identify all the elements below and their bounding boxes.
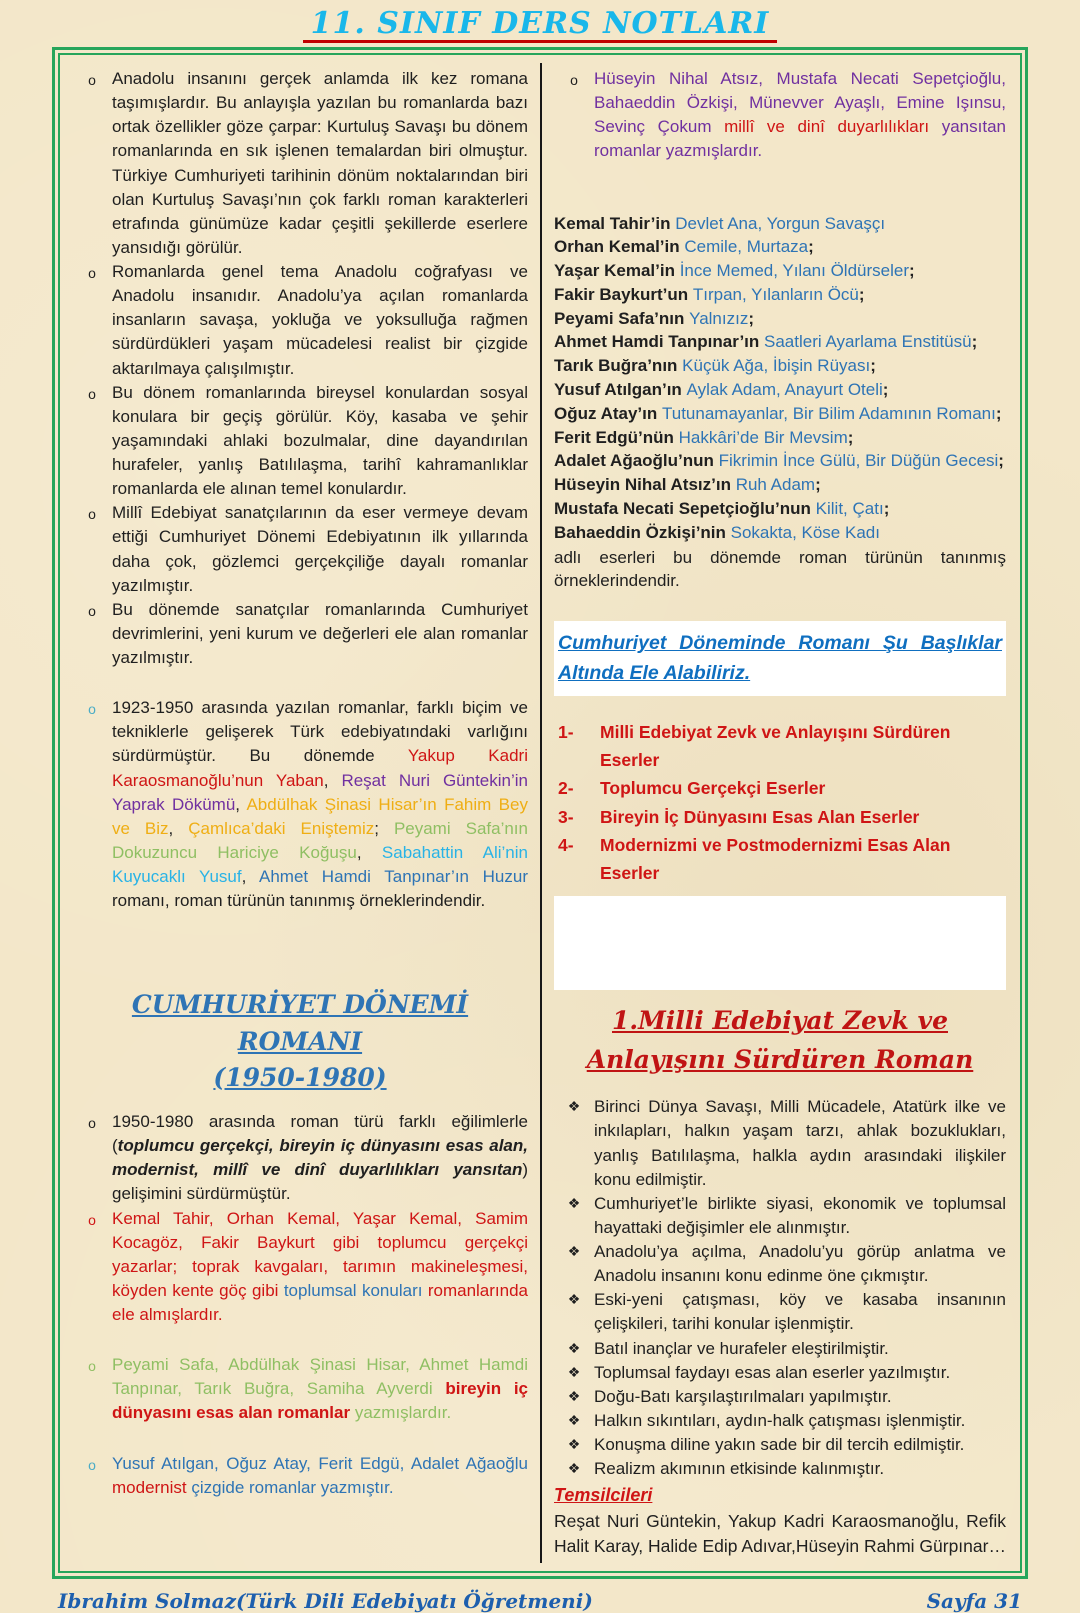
page-title: 11. SINIF DERS NOTLARI <box>303 7 778 43</box>
text-segment: Kemal Tahir, Orhan Kemal, Yaşar Kemal, Samim Kocagöz, Fakir Baykurt gibi toplumcu gerçekçi yazarlar; toprak kavgaları, tarımın makineleşmesi, köyden kente göç gibi <box>112 1208 528 1300</box>
text-segment: Saatleri Ayarlama Enstitüsü <box>764 332 972 352</box>
text-segment: Kemal Tahir’in <box>554 213 676 233</box>
bullet-item <box>72 1452 528 1500</box>
text-segment: ; <box>883 499 890 519</box>
item-number: 3- <box>558 806 574 827</box>
text-segment: Ruh Adam <box>735 475 816 495</box>
bullet-text <box>112 1353 528 1425</box>
text-segment: Sabahattin Ali’nin Kuyucaklı Yusuf <box>112 842 528 886</box>
page-footer <box>58 1589 1022 1613</box>
item-text: Toplumcu Gerçekçi Eserler <box>600 778 826 799</box>
text-segment: Hüseyin Nihal Atsız’ın <box>554 475 736 495</box>
numbered-headings-list <box>554 718 1006 888</box>
diamond-bullet-icon: ❖ <box>567 1194 581 1211</box>
text-segment: Tarık Buğra’nın <box>554 356 683 376</box>
text-segment: Yusuf Atılgan’ın <box>554 380 687 400</box>
text-segment: Çamlıca’daki Eniştemiz <box>188 818 375 838</box>
text-segment: Reşat Nuri Güntekin’in Yaprak Dökümü <box>112 770 528 814</box>
bullet-item <box>72 381 528 502</box>
text-segment: ; <box>995 403 1002 423</box>
text-segment: romanlarında ele almışlardır. <box>112 1280 529 1324</box>
text-segment: Fikrimin İnce Gülü, Bir Düğün Gecesi <box>718 451 999 471</box>
circle-bullet-icon: o <box>88 265 96 281</box>
text-segment: Hüseyin Nihal Atsız, Mustafa Necati Sepetçioğlu, Bahaeddin Özkişi, Münevver Ayaşlı, Emine Işınsu, Sevinç Çokum <box>594 69 1006 137</box>
item-text: Milli Edebiyat Zevk ve Anlayışını Sürdüren Eserler <box>600 721 951 771</box>
diamond-bullet-icon: ❖ <box>567 1339 581 1356</box>
text-segment: yazmışlardır. <box>350 1403 452 1423</box>
text-segment: Anadolu insanını gerçek anlamda ilk kez romana taşımışlardır. Bu anlayışla yazılan bu romanlarda bazı ortak özellikler göze çarpar: Kurtuluş Savaşı bu dönem romanlarında en sık işlenen temalardan biri olmuştur. Türkiye Cumhuriyeti tarihinin dönüm noktalarından biri olan Kurtuluş Savaşı’nın çok farklı roman karakterleri etrafında günümüze kadar çeşitli şekillerde eserlere yansıdığı görülür. <box>112 69 528 257</box>
text-segment: Hakkâri’de Bir Mevsim <box>678 427 848 447</box>
circle-bullet-icon: o <box>88 1456 96 1473</box>
text-segment: ) gelişimini sürdürmüştür. <box>112 1160 528 1204</box>
text-segment: Abdülhak Şinasi Hisar’ın Fahim Bey ve Biz <box>112 794 528 838</box>
bullet-item <box>72 696 528 913</box>
text-segment: ; <box>847 427 854 447</box>
works-list-line <box>554 521 1006 545</box>
author-works-list <box>554 212 1006 545</box>
bullet-item <box>554 67 1006 164</box>
diamond-bullet-item <box>554 1337 1006 1361</box>
diamond-bullet-text: Anadolu’ya açılma, Anadolu’yu görüp anlatma ve Anadolu insanını konu edinme öne çıkmıştır. <box>594 1242 1006 1286</box>
diamond-bullet-list <box>554 1095 1006 1481</box>
section-heading-cumhuriyet-donemi-romani <box>72 987 528 1096</box>
diamond-bullet-item <box>554 1361 1006 1385</box>
text-segment: Millî Edebiyat sanatçılarının da eser vermeye devam ettiği Cumhuriyet Dönemi Edebiyatının ilk yıllarında daha çok, gözlemci gerçekçiliğe dayalı romanlar yazılmıştır. <box>112 503 528 595</box>
circle-bullet-icon: o <box>88 1358 96 1375</box>
diamond-bullet-text: Halkın sıkıntıları, aydın-halk çatışması işlenmiştir. <box>594 1410 966 1430</box>
bullet-item <box>72 598 528 670</box>
circle-bullet-icon: o <box>88 385 96 402</box>
text-segment: Fakir Baykurt’un <box>554 284 693 304</box>
text-segment: Küçük Ağa, İbişin Rüyası <box>682 356 871 376</box>
text-segment: Tutunamayanlar, Bir Bilim Adamının Romanı <box>662 403 996 423</box>
section-heading-milli-edebiyat <box>554 1002 1006 1080</box>
circle-bullet-icon: o <box>88 602 96 619</box>
diamond-bullet-icon: ❖ <box>567 1436 581 1453</box>
right-bullet-list-top <box>554 67 1006 164</box>
footer-author: Ibrahim Solmaz(Türk Dili Edebiyatı Öğretmeni) <box>58 1589 593 1613</box>
section-heading-milli-edebiyat-text: 1.Milli Edebiyat Zevk ve Anlayışını Sürdüren Roman <box>586 1005 974 1074</box>
text-segment: Orhan Kemal’in <box>554 237 685 257</box>
text-segment: , <box>323 770 342 790</box>
text-segment: Yaşar Kemal’in <box>554 261 680 281</box>
diamond-bullet-icon: ❖ <box>567 1291 581 1308</box>
works-list-line <box>554 497 1006 521</box>
diamond-bullet-text: Realizm akımının etkisinde kalınmıştır. <box>594 1459 885 1479</box>
works-list-line <box>554 330 1006 354</box>
text-segment: bireyin iç dünyasını esas alan romanlar <box>112 1379 528 1423</box>
text-segment: yansıtan romanlar yazmışlardır. <box>594 117 1006 161</box>
bullet-text <box>112 696 528 913</box>
numbered-item <box>554 803 1006 831</box>
bullet-text <box>112 1452 528 1500</box>
text-segment: toplumsal konuları <box>283 1280 423 1300</box>
text-segment: millî ve dinî duyarlılıkları <box>724 117 930 137</box>
text-segment: Ahmet Hamdi Tanpınar’ın <box>554 332 765 352</box>
works-list-line <box>554 449 1006 473</box>
works-list-line <box>554 283 1006 307</box>
circle-bullet-icon: o <box>88 1115 96 1131</box>
bullet-item <box>72 501 528 598</box>
notes-frame-inner <box>58 53 1022 1573</box>
bullet-item <box>72 1353 528 1425</box>
bullet-text <box>112 260 528 381</box>
text-segment: Peyami Safa’nın Dokuzuncu Hariciye Koğuşu <box>112 818 528 862</box>
text-segment: ; <box>870 356 876 376</box>
works-list-line <box>554 307 1006 331</box>
item-text: Modernizmi ve Postmodernizmi Esas Alan Eserler <box>600 835 951 884</box>
diamond-bullet-text: Konuşma diline yakın sade bir dil tercih edilmiştir. <box>594 1435 965 1455</box>
diamond-bullet-item <box>554 1433 1006 1457</box>
text-segment: , <box>235 794 247 814</box>
left-bullet-list-bottom <box>72 1110 528 1500</box>
text-segment: Ahmet Hamdi Tanpınar’ın Huzur <box>259 867 528 886</box>
works-list-line <box>554 402 1006 426</box>
diamond-bullet-item <box>554 1240 1006 1288</box>
text-segment: Cemile, Murtaza <box>684 237 809 257</box>
diamond-bullet-item <box>554 1288 1006 1336</box>
diamond-bullet-text: Birinci Dünya Savaşı, Milli Mücadele, Atatürk ilke ve inkılapları, halkın yaşam tarzı, ahlak bozuklukları, yanlış Batılılaşma, halkla aydın arasındaki ilişkiler konu edilmiştir. <box>594 1097 1006 1189</box>
diamond-bullet-text: Batıl inançlar ve hurafeler eleştirilmiştir. <box>594 1338 889 1358</box>
numbered-item <box>554 718 1006 775</box>
text-segment: modernist <box>112 1477 187 1497</box>
text-segment: Peyami Safa, Abdülhak Şinasi Hisar, Ahmet Hamdi Tanpınar, Tarık Buğra, Samiha Ayverdi <box>112 1355 528 1399</box>
bullet-text <box>594 67 1006 164</box>
bullet-item <box>72 1207 528 1328</box>
works-list-line <box>554 378 1006 402</box>
item-number: 2- <box>558 778 574 799</box>
text-segment: ; <box>882 380 889 400</box>
text-segment: , <box>356 842 382 862</box>
bullet-item <box>72 1110 528 1207</box>
text-segment: 1923-1950 arasında yazılan romanlar, farklı biçim ve tekniklerle gelişerek Türk edebiyatındaki varlığını sürdürmüştür. Bu dönemde <box>112 698 528 766</box>
circle-bullet-icon: o <box>570 72 578 88</box>
diamond-bullet-item <box>554 1457 1006 1481</box>
text-segment: Adalet Ağaoğlu’nun <box>554 451 719 471</box>
text-segment: Mustafa Necati Sepetçioğlu’nun <box>554 499 816 519</box>
text-segment: Bu dönem romanlarında bireysel konulardan sosyal konulara bir geçiş görülür. Köy, kasaba ve şehir yaşamındaki ahlaki bozulmalar, dine dayandırılan hurafeler, yanlış Batılılaşma, tarihî kahramanlıklar romanlarda ele alınan temel konulardır. <box>112 382 528 499</box>
text-segment: Tırpan, Yılanların Öcü <box>692 284 859 304</box>
text-segment: Sokakta, Köse Kadı <box>730 522 880 542</box>
item-text: Bireyin İç Dünyasını Esas Alan Eserler <box>600 806 920 827</box>
representatives-label: Temsilcileri <box>554 1485 653 1506</box>
bullet-text <box>112 381 528 502</box>
numbered-item <box>554 774 1006 802</box>
diamond-bullet-icon: ❖ <box>567 1460 581 1477</box>
text-segment: Aylak Adam, Anayurt Oteli <box>686 380 883 400</box>
circle-bullet-icon: o <box>88 1211 96 1228</box>
text-segment: ; <box>971 332 978 352</box>
text-segment: ; <box>808 237 814 257</box>
text-segment: , <box>241 867 260 886</box>
left-bullet-list-top <box>72 67 528 913</box>
bullet-text <box>112 67 528 260</box>
bullet-text <box>112 1110 528 1207</box>
blue-subheading-text: Cumhuriyet Döneminde Romanı Şu Başlıklar Altında Ele Alabiliriz. <box>558 632 1002 684</box>
diamond-bullet-item <box>554 1385 1006 1409</box>
diamond-bullet-icon: ❖ <box>567 1363 581 1380</box>
diamond-bullet-item <box>554 1095 1006 1192</box>
text-segment: romanı, roman türünün tanınmış örneklerindendir. <box>112 891 486 911</box>
text-segment: ; <box>858 284 865 304</box>
diamond-bullet-text: Doğu-Batı karşılaştırılmaları yapılmıştır. <box>594 1386 892 1406</box>
representatives-text: Reşat Nuri Güntekin, Yakup Kadri Karaosmanoğlu, Refik Halit Karay, Halide Edip Adıvar,Hüseyin Rahmi Gürpınar… <box>554 1510 1006 1556</box>
page-header <box>0 0 1080 43</box>
right-column <box>540 63 1016 1563</box>
text-segment: , <box>168 818 189 838</box>
works-list-line <box>554 259 1006 283</box>
text-segment: 1950-1980 arasında roman türü farklı eğilimlerle ( <box>112 1112 528 1156</box>
circle-bullet-icon: o <box>88 701 96 718</box>
circle-bullet-icon: o <box>88 506 96 523</box>
text-segment: Yakup Kadri Karaosmanoğlu’nun Yaban <box>112 746 528 790</box>
bullet-item <box>72 67 528 260</box>
works-list-line <box>554 354 1006 378</box>
bullet-text <box>112 1207 528 1328</box>
diamond-bullet-icon: ❖ <box>567 1387 581 1404</box>
text-segment: Peyami Safa’nın <box>554 308 690 328</box>
diamond-bullet-text: Cumhuriyet’le birlikte siyasi, ekonomik ve toplumsal hayattaki değişimler ele alınmıştır. <box>594 1193 1006 1237</box>
text-segment: ; <box>374 818 394 838</box>
notes-frame-outer <box>52 47 1028 1579</box>
left-column <box>64 63 540 1563</box>
text-segment: Oğuz Atay’ın <box>554 403 662 423</box>
works-list-line <box>554 426 1006 450</box>
text-segment: İnce Memed, Yılanı Öldürseler <box>679 261 909 281</box>
circle-bullet-icon: o <box>88 72 96 88</box>
text-segment: ; <box>998 451 1004 471</box>
text-segment: Romanlarda genel tema Anadolu coğrafyası ve Anadolu insanıdır. Anadolu’ya açılan romanlarda insanların savaşa, yokluğa ve yoksulluğa rağmen sürdürdükleri yaşam mücadelesi realist bir çizgide aktarılmaya çalışılmıştır. <box>112 262 528 378</box>
text-segment: Yusuf Atılgan, Oğuz Atay, Ferit Edgü, Adalet Ağaoğlu <box>112 1453 528 1473</box>
text-segment: ; <box>908 261 915 281</box>
diamond-bullet-text: Toplumsal faydayı esas alan eserler yazılmıştır. <box>594 1362 951 1382</box>
diamond-bullet-item <box>554 1192 1006 1240</box>
diamond-bullet-text: Eski-yeni çatışması, köy ve kasaba insanının çelişkileri, tarihi konular işlenmiştir. <box>594 1290 1006 1334</box>
section-heading-line2: (1950-1980) <box>213 1062 387 1092</box>
bullet-item <box>72 260 528 381</box>
white-highlight-block <box>554 896 1006 990</box>
text-segment: Bahaeddin Özkişi’nin <box>554 522 731 542</box>
numbered-item <box>554 831 1006 888</box>
text-segment: Ferit Edgü’nün <box>554 427 679 447</box>
text-segment: Kilit, Çatı <box>815 499 884 519</box>
text-segment: ; <box>748 308 755 328</box>
item-number: 4- <box>558 835 574 856</box>
works-list-line <box>554 235 1006 259</box>
section-heading-line1: CUMHURİYET DÖNEMİ ROMANI <box>131 990 469 1056</box>
works-list-line <box>554 212 1006 236</box>
footer-page-number: Sayfa 31 <box>926 1589 1022 1613</box>
blue-subheading-highlight <box>554 621 1006 696</box>
diamond-bullet-item <box>554 1409 1006 1433</box>
diamond-bullet-icon: ❖ <box>567 1411 581 1428</box>
text-segment: Bu dönemde sanatçılar romanlarında Cumhuriyet devrimlerini, yeni kurum ve değerleri ele alan romanlar yazılmıştır. <box>112 599 528 667</box>
diamond-bullet-icon: ❖ <box>567 1243 581 1260</box>
bullet-text <box>112 598 528 670</box>
text-segment: Yalnızız <box>689 308 749 328</box>
text-segment: çizgide romanlar yazmıştır. <box>186 1477 394 1497</box>
spacer <box>554 164 1006 212</box>
bullet-text <box>112 501 528 598</box>
diamond-bullet-icon: ❖ <box>567 1098 581 1115</box>
works-closing-text: adlı eserleri bu dönemde roman türünün tanınmış örneklerindendir. <box>554 547 1006 591</box>
text-segment: toplumcu gerçekçi, bireyin iç dünyasını esas alan, modernist, millî ve dinî duyarlılıkları yansıtan <box>112 1136 528 1180</box>
text-segment: ; <box>815 475 821 495</box>
text-segment: Devlet Ana, Yorgun Savaşçı <box>675 213 886 233</box>
item-number: 1- <box>558 721 574 742</box>
works-list-line <box>554 473 1006 497</box>
